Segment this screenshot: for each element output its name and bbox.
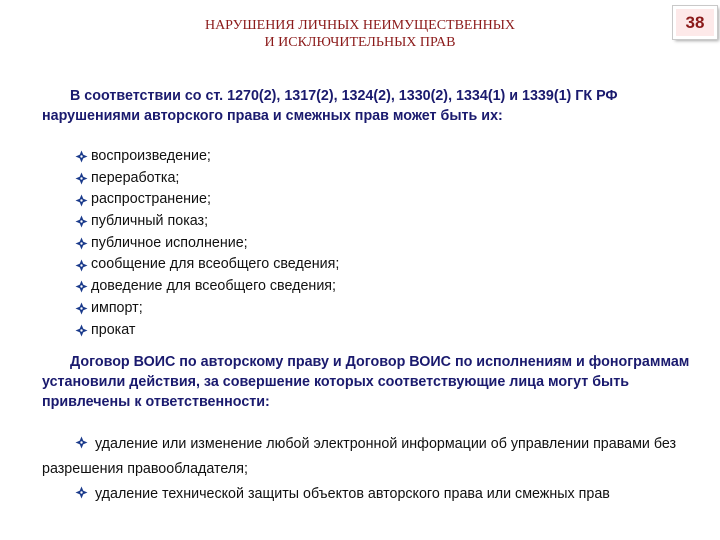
- list-item-text: публичный показ;: [91, 213, 209, 230]
- list-item: [75, 276, 339, 298]
- list-item: [75, 211, 339, 233]
- treaty-paragraph: Договор ВОИС по авторскому праву и Договор ВОИС по исполнениям и фонограммам установили действия, за совершение которых соответствующие лица могут быть привлечены к ответственности:: [42, 354, 690, 410]
- list-item-text: публичное исполнение;: [91, 234, 248, 251]
- diamond-bullet-icon: [75, 150, 88, 163]
- list-item-text: прокат: [91, 321, 136, 338]
- diamond-bullet-icon: [75, 194, 88, 207]
- list-item: [75, 298, 339, 320]
- diamond-bullet-icon: [75, 486, 88, 499]
- diamond-bullet-icon: [75, 172, 88, 185]
- treaty-actions-list: [42, 432, 692, 507]
- list-item-text: удаление технической защиты объектов авторского права или смежных прав: [91, 486, 610, 502]
- diamond-bullet-icon: [75, 259, 88, 272]
- list-item-text: удаление или изменение любой электронной информации об управлении правами без разрешения правообладателя;: [42, 436, 677, 477]
- title-line-2: И ИСКЛЮЧИТЕЛЬНЫХ ПРАВ: [264, 35, 456, 50]
- diamond-bullet-icon: [75, 436, 88, 449]
- list-item-text: импорт;: [91, 299, 143, 316]
- title-line-1: НАРУШЕНИЯ ЛИЧНЫХ НЕИМУЩЕСТВЕННЫХ: [204, 18, 516, 33]
- diamond-bullet-icon: [75, 324, 88, 337]
- diamond-bullet-icon: [75, 237, 88, 250]
- page-title: [0, 17, 720, 51]
- list-item-text: доведение для всеобщего сведения;: [91, 278, 337, 295]
- list-item: [75, 168, 339, 190]
- diamond-bullet-icon: [75, 215, 88, 228]
- list-item-text: распространение;: [91, 191, 211, 208]
- list-item: [42, 432, 692, 482]
- list-item: [75, 254, 339, 276]
- intro-paragraph: В соответствии со ст. 1270(2), 1317(2), 1324(2), 1330(2), 1334(1) и 1339(1) ГК РФ нарушениями авторского права и смежных прав может быть их:: [42, 88, 618, 124]
- page-number-badge: 38: [673, 6, 717, 39]
- list-item: [75, 320, 339, 342]
- list-item-text: переработка;: [91, 169, 180, 186]
- diamond-bullet-icon: [75, 302, 88, 315]
- list-item-text: сообщение для всеобщего сведения;: [91, 256, 340, 273]
- violations-list: [75, 146, 339, 341]
- list-item: [75, 189, 339, 211]
- diamond-bullet-icon: [75, 280, 88, 293]
- list-item: [75, 233, 339, 255]
- list-item-text: воспроизведение;: [91, 148, 211, 164]
- list-item: [75, 146, 339, 168]
- list-item: [42, 482, 692, 507]
